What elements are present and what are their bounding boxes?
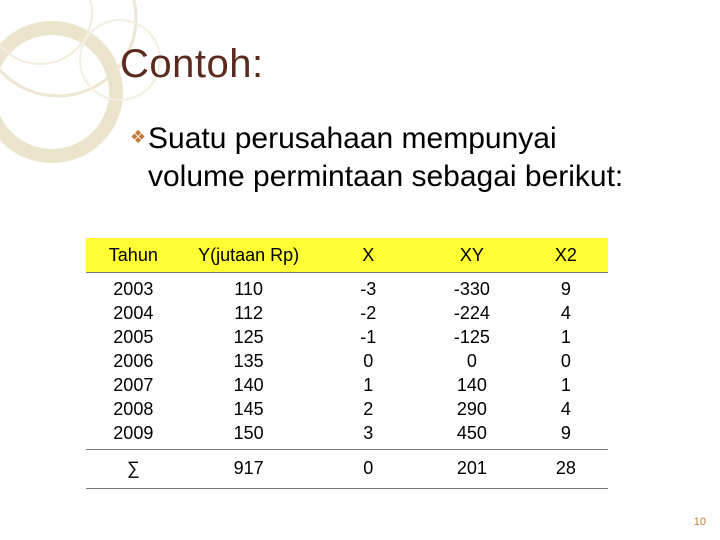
x2-value: 9 [560, 279, 571, 299]
x-value: 3 [363, 423, 374, 443]
x2-value: 9 [560, 423, 571, 443]
x2-value: 1 [560, 375, 571, 395]
x2-value: 0 [560, 351, 571, 371]
bullet-icon: ❖ [130, 127, 147, 147]
xy-value: 450 [456, 423, 487, 443]
y-value: 125 [233, 327, 264, 347]
xy-value: -125 [453, 327, 490, 347]
x2-value: 1 [560, 327, 571, 347]
y-value: 135 [233, 351, 264, 371]
tahun-value: 2009 [113, 423, 154, 443]
xy-value: 290 [456, 399, 487, 419]
slide-title: Contoh: [120, 42, 264, 86]
header-y: Y(jutaan Rp) [181, 238, 317, 273]
x-value: -1 [360, 327, 377, 347]
x-cell [317, 273, 420, 450]
sum-y: 917 [181, 450, 317, 489]
x-value: -2 [360, 303, 377, 323]
sum-symbol: ∑ [86, 450, 181, 489]
header-row [86, 238, 608, 273]
y-cell [181, 273, 317, 450]
tahun-value: 2007 [113, 375, 154, 395]
header-x2: X2 [524, 238, 608, 273]
xy-cell [420, 273, 524, 450]
xy-value: -224 [453, 303, 490, 323]
y-value: 140 [233, 375, 264, 395]
tahun-value: 2008 [113, 399, 154, 419]
data-table [86, 238, 608, 489]
values-row [86, 273, 608, 450]
tahun-value: 2006 [113, 351, 154, 371]
y-value: 145 [233, 399, 264, 419]
tahun-value: 2004 [113, 303, 154, 323]
xy-value: 0 [466, 351, 477, 371]
x-value: 0 [363, 351, 374, 371]
tahun-value: 2005 [113, 327, 154, 347]
header-x: X [317, 238, 420, 273]
x-value: 1 [363, 375, 374, 395]
tahun-value: 2003 [113, 279, 154, 299]
xy-value: 140 [456, 375, 487, 395]
sum-xy: 201 [420, 450, 524, 489]
xy-value: -330 [453, 279, 490, 299]
header-tahun: Tahun [86, 238, 181, 273]
y-value: 112 [234, 303, 263, 323]
y-value: 150 [233, 423, 264, 443]
x-value: 2 [363, 399, 374, 419]
sum-row [86, 450, 608, 489]
tahun-cell [86, 273, 181, 450]
page-number: 10 [693, 516, 706, 528]
header-xy: XY [420, 238, 524, 273]
bullet-line-2: volume permintaan sebagai berikut: [148, 160, 624, 193]
y-value: 110 [234, 279, 263, 299]
x2-value: 4 [560, 303, 571, 323]
sum-x2: 28 [524, 450, 608, 489]
bullet-line-1: Suatu perusahaan mempunyai [148, 122, 557, 155]
bullet-text [130, 118, 690, 196]
x2-value: 4 [560, 399, 571, 419]
x2-cell [524, 273, 608, 450]
x-value: -3 [360, 279, 377, 299]
sum-x: 0 [317, 450, 420, 489]
